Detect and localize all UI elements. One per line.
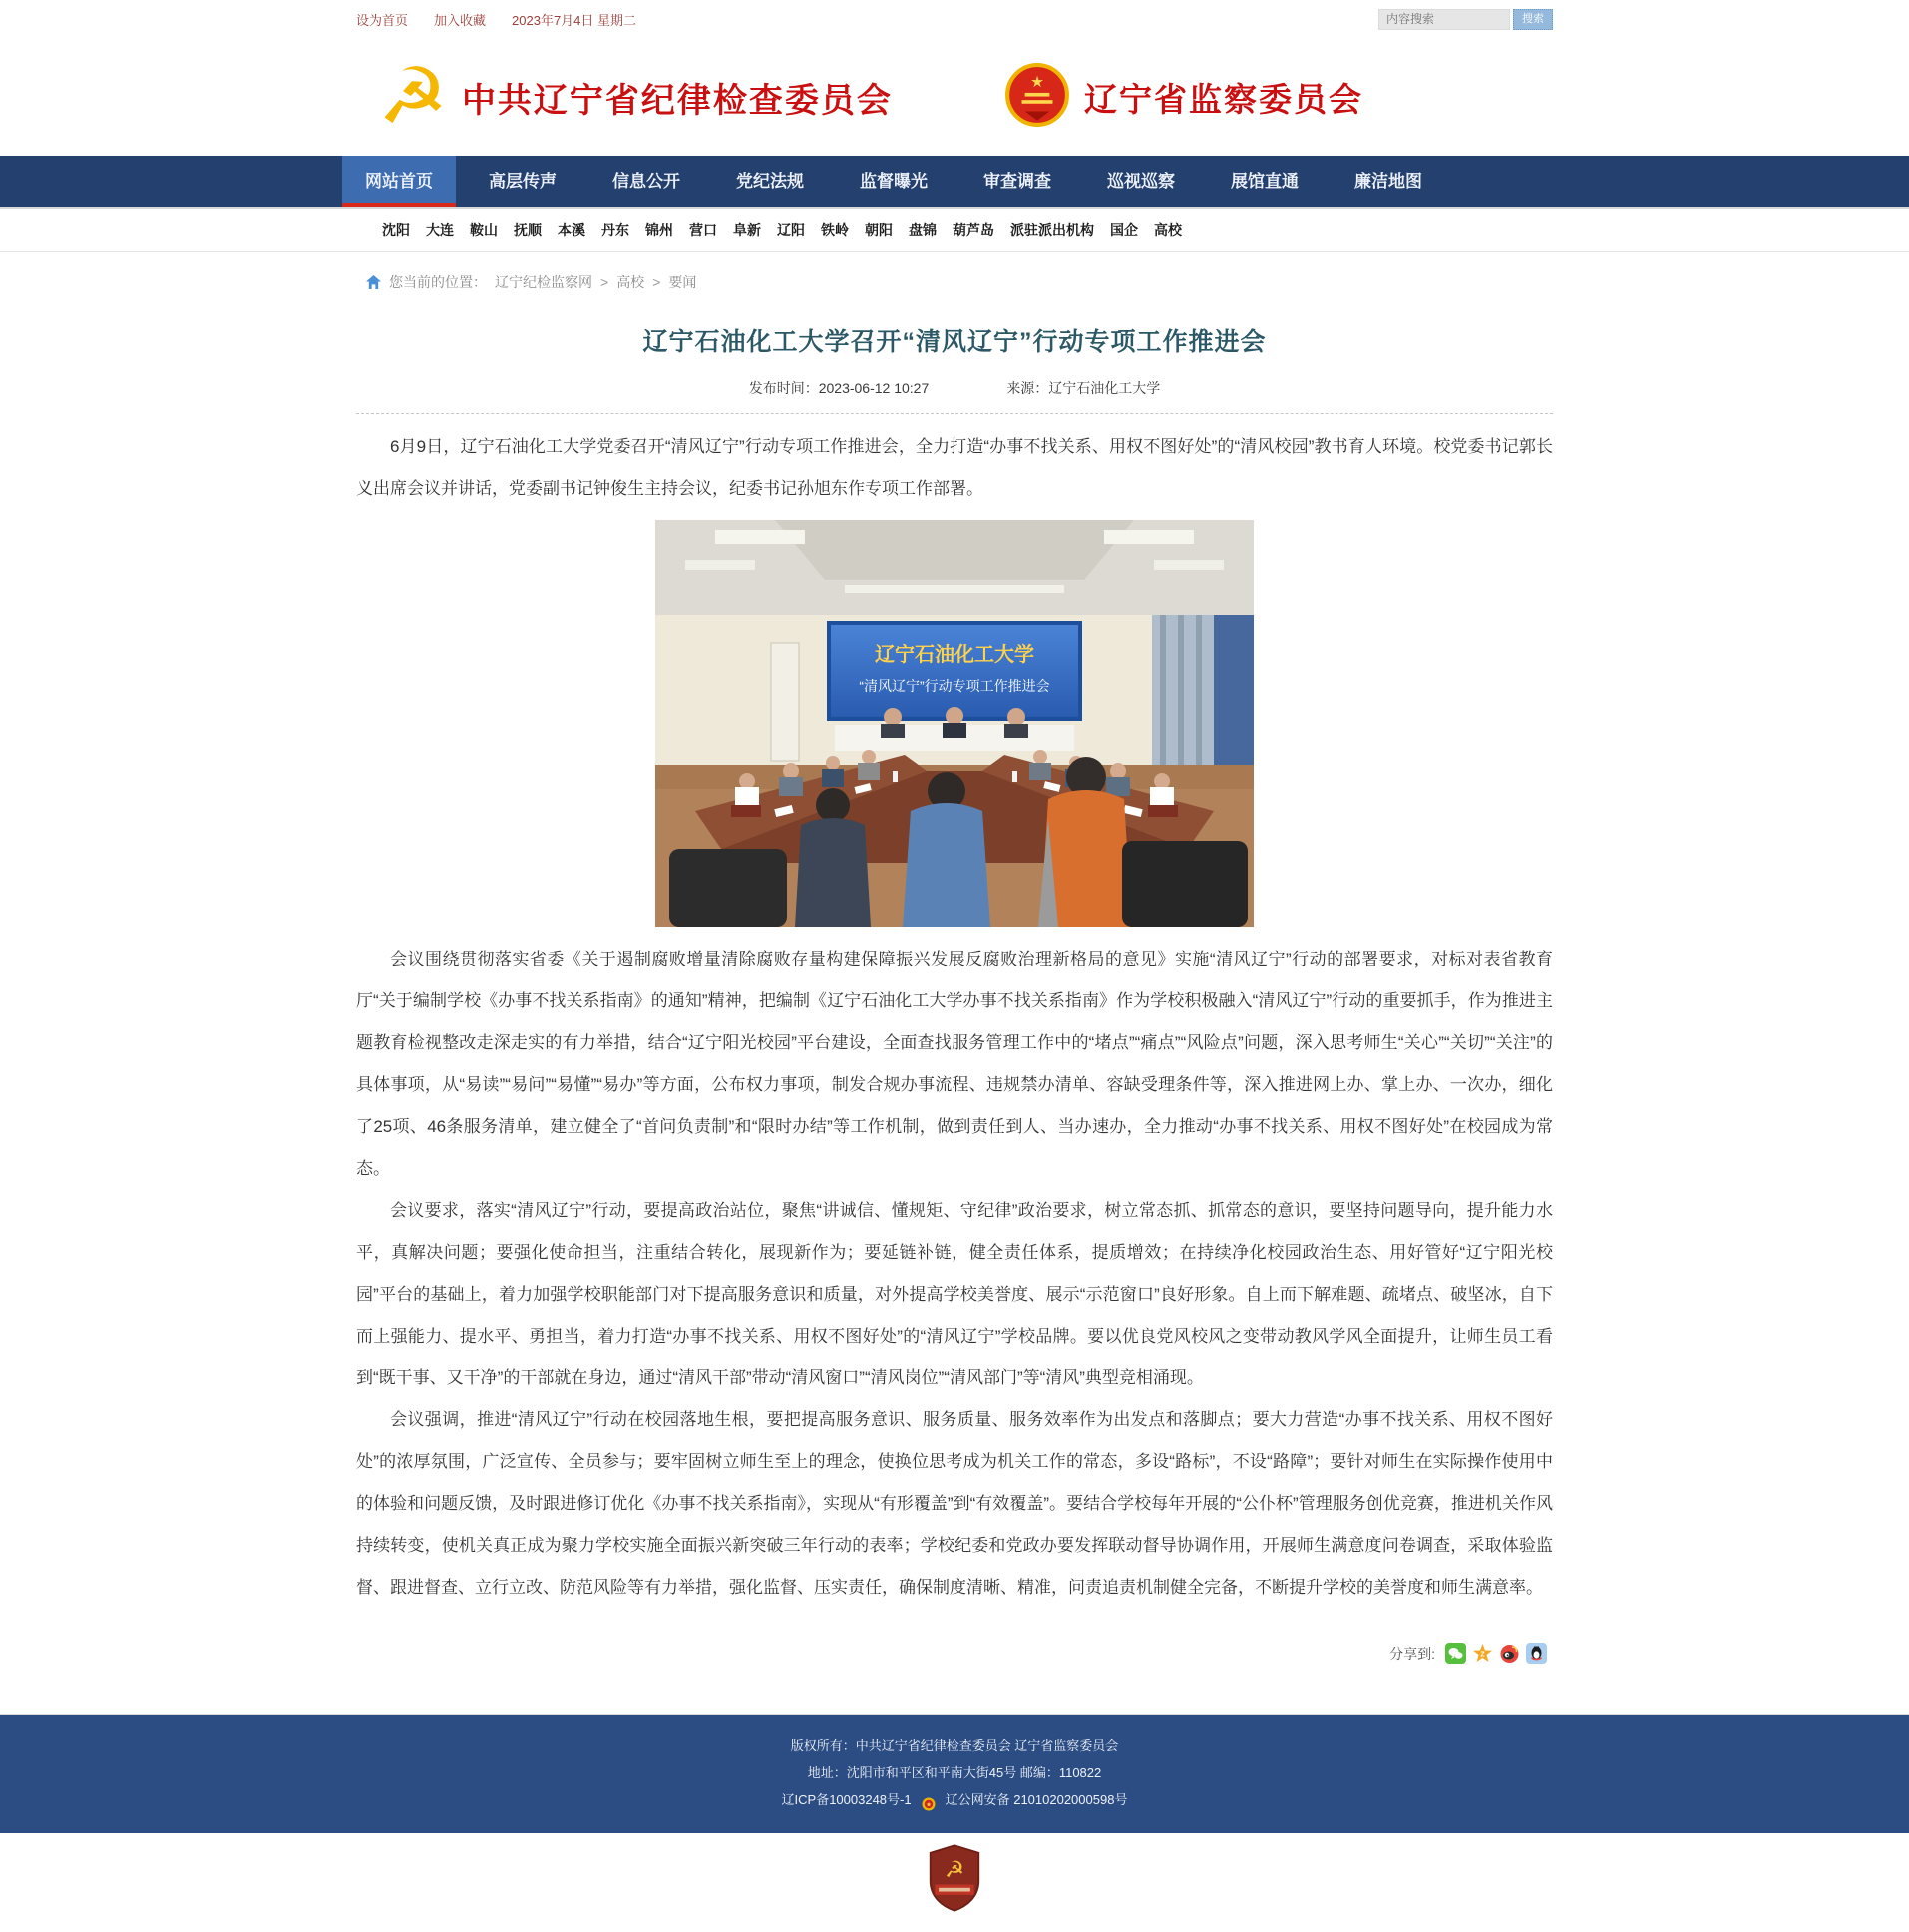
city-navigation (0, 209, 1909, 252)
breadcrumb-prefix: 您当前的位置： (389, 274, 487, 290)
article-paragraph: 会议围绕贯彻落实省委《关于遏制腐败增量清除腐败存量构建保障振兴发展反腐败治理新格局的意见》实施“清风辽宁”行动的部署要求，对标对表省教育厅“关于编制学校《办事不找关系指南》的通知”精神，把编制《辽宁石油化工大学办事不找关系指南》作为学校积极融入“清风辽宁”行动的重要抓手，作为推进主题教育检视整改走深走实的有力举措，结合“辽宁阳光校园”平台建设，全面查找服务管理工作中的“堵点”“痛点”“风险点”问题，深入思考师生“关心”“关切”“关注”的具体事项，从“易读”“易问”“易懂”“易办”等方面，公布权力事项，制发合规办事流程、违规禁办清单、容缺受理条件等，深入推进网上办、掌上办、一次办，细化了25项、46条服务清单，建立健全了“首问负责制”和“限时办结”等工作机制，做到责任到人、当办速办，全力推动“办事不找关系、用权不图好处”在校园成为常态。 (356, 950, 1553, 1178)
cdi-logo-group[interactable] (378, 52, 893, 142)
footer-copyright: 版权所有：中共辽宁省纪律检查委员会 辽宁省监察委员会 (790, 1739, 1119, 1753)
screen-title-line1: 辽宁石油化工大学 (875, 644, 1034, 666)
search-button[interactable]: 搜索 (1513, 9, 1553, 30)
city-link-universities[interactable]: 高校 (1154, 222, 1182, 238)
svg-text:★: ★ (1030, 73, 1044, 91)
qzone-share-icon[interactable] (1472, 1643, 1493, 1664)
article-title: 辽宁石油化工大学召开“清风辽宁”行动专项工作推进会 (642, 328, 1267, 356)
site-search (1378, 9, 1553, 30)
breadcrumb-separator: > (600, 274, 609, 290)
nav-item-info-disclosure[interactable]: 信息公开 (612, 172, 680, 191)
breadcrumb (316, 252, 1593, 298)
nav-item-exhibition[interactable]: 展馆直通 (1231, 172, 1299, 191)
home-icon (366, 275, 381, 289)
breadcrumb-category-link[interactable]: 高校 (616, 274, 645, 290)
article-paragraph: 会议强调，推进“清风辽宁”行动在校园落地生根，要把提高服务意识、服务质量、服务效率作为出发点和落脚点；要大力营造“办事不找关系、用权不图好处”的浓厚氛围，广泛宣传、全员参与；要牢固树立师生至上的理念，使换位思考成为机关工作的常态，多设“路标”，不设“路障”；要针对师生在实际操作使用中的体验和问题反馈，及时跟进修订优化《办事不找关系指南》，实现从“有形覆盖”到“有效覆盖”。要结合学校每年开展的“公仆杯”管理服务创优竞赛，推进机关作风持续转变，使机关真正成为聚力学校实施全面振兴新突破三年行动的表率；学校纪委和党政办要发挥联动督导协调作用，开展师生满意度问卷调查，采取体验监督、跟进督查、立行立改、防范风险等有力举措，强化监督、压实责任，确保制度清晰、精准，问责追责机制健全完备，不断提升学校的美誉度和师生满意率。 (356, 1410, 1553, 1597)
city-link-liaoyang[interactable]: 辽阳 (777, 222, 805, 238)
footer-police-link[interactable]: 辽公网安备 21010202000598号 (945, 1792, 1128, 1807)
city-link-fushun[interactable]: 抚顺 (514, 222, 542, 238)
city-link-fuxin[interactable]: 阜新 (733, 222, 761, 238)
current-date: 2023年7月4日 星期二 (512, 12, 637, 28)
article-source: 来源：辽宁石油化工大学 (1006, 380, 1161, 396)
bottom-badge-strip (0, 1833, 1909, 1932)
city-link-chaoyang[interactable]: 朝阳 (865, 222, 893, 238)
article-paragraph: 会议要求，落实“清风辽宁”行动，要提高政治站位，聚焦“讲诚信、懂规矩、守纪律”政治要求，树立常态抓、抓常态的意识，要坚持问题导向，提升能力水平，真解决问题；要强化使命担当，注重结合转化，展现新作为；要延链补链，健全责任体系，提质增效；在持续净化校园政治生态、用好管好“辽宁阳光校园”平台的基础上，着力加强学校职能部门对下提高服务意识和质量，对外提高学校美誉度、展示“示范窗口”良好形象。自上而下解难题、疏堵点、破坚冰，自下而上强能力、提水平、勇担当，着力打造“办事不找关系、用权不图好处”的“清风辽宁”学校品牌。要以优良党风校风之变带动教风学风全面提升，让师生员工看到“既干事、又干净”的干部就在身边，通过“清风干部”带动“清风窗口”“清风岗位”“清风部门”等“清风”典型竞相涌现。 (356, 1201, 1553, 1387)
nav-item-inspection[interactable]: 巡视巡察 (1107, 172, 1175, 191)
party-emblem-icon: ☭ (378, 52, 448, 142)
svg-text:☭: ☭ (944, 1857, 965, 1884)
screen-title-line2: “清风辽宁”行动专项工作推进会 (859, 678, 1050, 694)
city-link-anshan[interactable]: 鞍山 (470, 222, 498, 238)
nav-item-investigation[interactable]: 审查调查 (983, 172, 1051, 191)
nav-item-home[interactable]: 网站首页 (342, 156, 456, 207)
top-utility-bar (0, 0, 1909, 38)
supervisory-logo-group[interactable] (1004, 62, 1363, 133)
svg-text:★: ★ (925, 1801, 932, 1809)
share-label: 分享到: (1389, 1645, 1435, 1662)
meeting-photo (655, 520, 1254, 927)
breadcrumb-sub-link[interactable]: 要闻 (668, 274, 697, 290)
article-body (316, 322, 1593, 1698)
site-footer (0, 1714, 1909, 1833)
weibo-share-icon[interactable] (1499, 1643, 1520, 1664)
national-emblem-icon (1004, 62, 1070, 133)
supervisory-title: 辽宁省监察委员会 (1083, 80, 1363, 118)
main-navigation (0, 156, 1909, 209)
nav-item-discipline-laws[interactable]: 党纪法规 (736, 172, 804, 191)
article-meta (356, 378, 1553, 414)
share-bar (356, 1643, 1553, 1664)
nav-item-voice[interactable]: 高层传声 (489, 172, 557, 191)
nav-item-integrity-map[interactable]: 廉洁地图 (1354, 172, 1422, 191)
cdi-title: 中共辽宁省纪律检查委员会 (461, 81, 893, 120)
city-link-dalian[interactable]: 大连 (426, 222, 454, 238)
city-link-huludao[interactable]: 葫芦岛 (953, 222, 994, 238)
city-link-dandong[interactable]: 丹东 (601, 222, 629, 238)
police-badge-icon (922, 1793, 936, 1807)
city-link-yingkou[interactable]: 营口 (689, 222, 717, 238)
breadcrumb-separator: > (652, 274, 661, 290)
set-home-link[interactable]: 设为首页 (356, 12, 409, 28)
article-paragraph: 6月9日，辽宁石油化工大学党委召开“清风辽宁”行动专项工作推进会，全力打造“办事不找关系、用权不图好处”的“清风校园”教书育人环境。校党委书记郭长义出席会议并讲话，党委副书记钟俊生主持会议，纪委书记孙旭东作专项工作部署。 (356, 437, 1553, 498)
city-link-benxi[interactable]: 本溪 (558, 222, 585, 238)
city-link-tieling[interactable]: 铁岭 (821, 222, 849, 238)
nav-item-supervision-exposure[interactable]: 监督曝光 (860, 172, 928, 191)
publish-time: 发布时间：2023-06-12 10:27 (748, 380, 930, 396)
city-link-shenyang[interactable]: 沈阳 (382, 222, 410, 238)
qq-share-icon[interactable] (1526, 1643, 1547, 1664)
city-link-jinzhou[interactable]: 锦州 (645, 222, 673, 238)
city-link-panjin[interactable]: 盘锦 (909, 222, 937, 238)
site-header (0, 38, 1909, 156)
footer-icp-link[interactable]: 辽ICP备10003248号-1 (781, 1792, 912, 1807)
svg-text:Z: Z (1480, 1651, 1485, 1659)
search-input[interactable] (1378, 9, 1510, 30)
discipline-inspection-badge-icon[interactable] (927, 1843, 982, 1918)
footer-address: 地址：沈阳市和平区和平南大街45号 邮编：110822 (807, 1765, 1102, 1780)
city-link-soe[interactable]: 国企 (1110, 222, 1138, 238)
city-link-dispatched-agencies[interactable]: 派驻派出机构 (1010, 222, 1094, 238)
wechat-share-icon[interactable] (1445, 1643, 1466, 1664)
breadcrumb-site-link[interactable]: 辽宁纪检监察网 (495, 274, 592, 290)
add-favorite-link[interactable]: 加入收藏 (434, 12, 487, 28)
